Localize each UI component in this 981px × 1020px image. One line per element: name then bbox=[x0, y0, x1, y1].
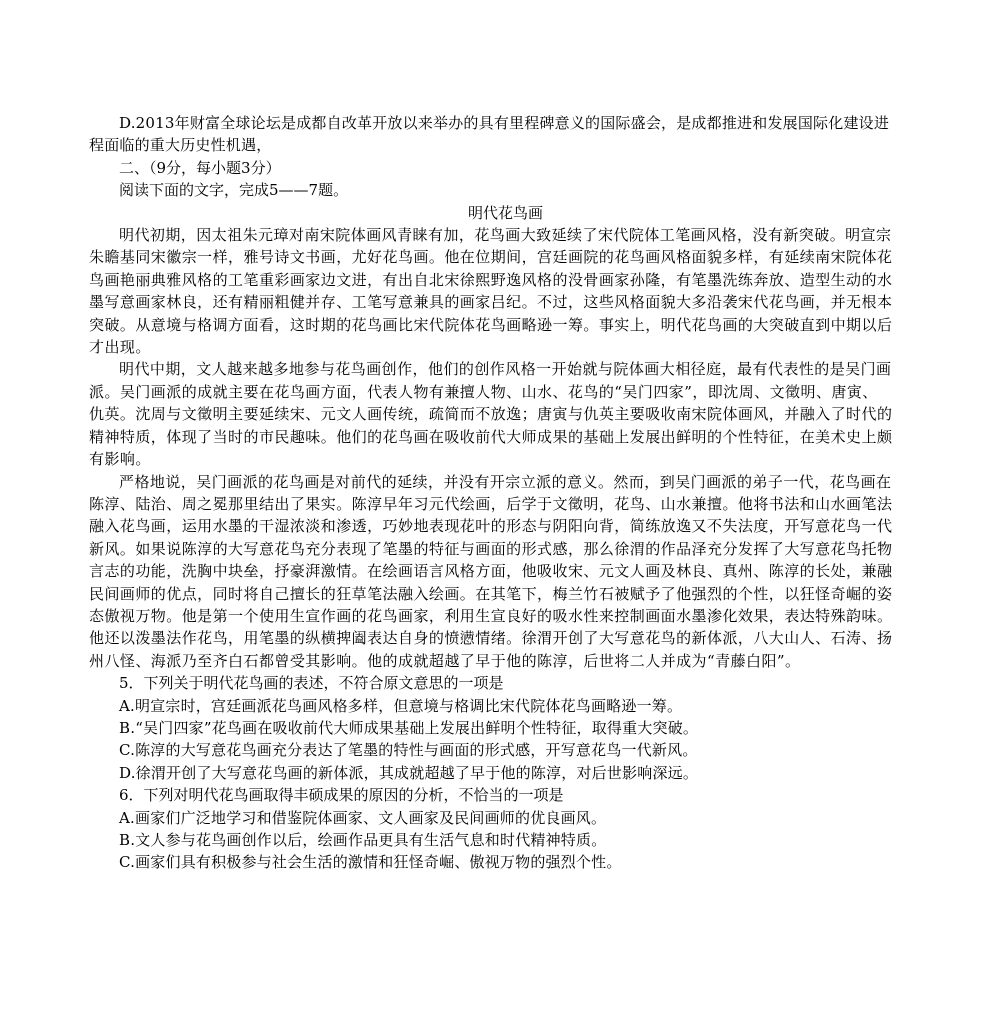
question-option: C.画家们具有积极参与社会生活的激情和狂怪奇崛、傲视万物的强烈个性。 bbox=[119, 853, 622, 872]
paragraph-line: 才出现。 bbox=[89, 338, 151, 357]
paragraph-line: 新风。如果说陈淳的大写意花鸟充分表现了笔墨的特征与画面的形式感，那么徐渭的作品泽充分发挥了大写意花鸟托物 bbox=[89, 539, 893, 558]
paragraph-line: 有影响。 bbox=[89, 450, 151, 469]
question-6 bbox=[89, 784, 922, 874]
question-option: A.明宣宗时，宫廷画派花鸟画风格多样，但意境与格调比宋代院体花鸟画略逊一筹。 bbox=[119, 696, 683, 715]
section-heading: 二、（9分，每小题3分） bbox=[119, 158, 281, 177]
paragraph-line: 鸟画艳丽典雅风格的工笔重彩画家边文进，有出自北宋徐熙野逸风格的没骨画家孙隆，有笔墨洗练奔放、造型生动的水 bbox=[89, 270, 893, 289]
article-paragraph-1 bbox=[89, 224, 922, 358]
article-paragraph-2 bbox=[89, 358, 922, 470]
paragraph-line: 融入花鸟画，运用水墨的干湿浓淡和渗透，巧妙地表现花叶的形态与阴阳向背，简练放逸又不失法度，开写意花鸟一代 bbox=[89, 517, 893, 536]
prev-option-d-line-2: 程面临的重大历史性机遇， bbox=[89, 136, 272, 155]
section-instruction: 阅读下面的文字，完成5——7题。 bbox=[119, 181, 349, 200]
question-option: B.文人参与花鸟画创作以后，绘画作品更具有生活气息和时代精神特质。 bbox=[119, 831, 607, 849]
question-option: B.“吴门四家”花鸟画在吸收前代大师成果基础上发展出鲜明个性特征，取得重大突破。 bbox=[119, 718, 699, 737]
article bbox=[89, 202, 922, 673]
question-stem: 6．下列对明代花鸟画取得丰硕成果的原因的分析，不恰当的一项是 bbox=[119, 786, 564, 805]
paragraph-line: 明代中期，文人越来越多地参与花鸟画创作，他们的创作风格一开始就与院体画大相径庭，最有代表性的是吴门画 bbox=[119, 360, 892, 379]
paragraph-line: 州八怪、海派乃至齐白石都曾受其影响。他的成就超越了早于他的陈淳，后世将二人并成为“青藤白阳”。 bbox=[89, 651, 801, 670]
paragraph-line: 民间画师的优点，同时将自己擅长的狂草笔法融入绘画。在其笔下，梅兰竹石被赋予了他强烈的个性，以狂怪奇崛的姿 bbox=[89, 584, 893, 603]
question-option: D.徐渭开创了大写意花鸟画的新体派，其成就超越了早于他的陈淳，对后世影响深远。 bbox=[119, 763, 699, 782]
paragraph-line: 严格地说，吴门画派的花鸟画是对前代的延续，并没有开宗立派的意义。然而，到吴门画派的弟子一代，花鸟画在 bbox=[119, 472, 892, 491]
paragraph-line: 仇英。沈周与文徵明主要延续宋、元文人画传统，疏简而不放逸；唐寅与仇英主要吸收南宋院体画风，并融入了时代的 bbox=[89, 405, 893, 424]
paragraph-line: 突破。从意境与格调方面看，这时期的花鸟画比宋代院体花鸟画略逊一筹。事实上，明代花鸟画的大突破直到中期以后 bbox=[89, 315, 893, 334]
paragraph-line: 言志的功能，洗胸中块垒，抒豪湃激情。在绘画语言风格方面，他吸收宋、元文人画及林良、真州、陈淳的长处，兼融 bbox=[89, 562, 893, 581]
article-title: 明代花鸟画 bbox=[467, 203, 543, 222]
article-paragraph-3 bbox=[89, 471, 922, 673]
paragraph-line: 派。吴门画派的成就主要在花鸟画方面，代表人物有兼擅人物、山水、花鸟的“吴门四家”，即沈周、文徵明、唐寅、 bbox=[89, 382, 878, 401]
paragraph-line: 朱瞻基同宋徽宗一样，雅号诗文书画，尤好花鸟画。他在位期间，宫廷画院的花鸟画风格面貌多样，有延续南宋院体花 bbox=[89, 248, 893, 267]
paragraph-line: 明代初期，因太祖朱元璋对南宋院体画风青睐有加，花鸟画大致延续了宋代院体工笔画风格，没有新突破。明宣宗 bbox=[119, 226, 892, 245]
paragraph-line: 态傲视万物。他是第一个使用生宣作画的花鸟画家，利用生宣良好的吸水性来控制画面水墨渗化效果，表达特殊韵味。 bbox=[89, 606, 893, 625]
paragraph-line: 精神特质，体现了当时的市民趣味。他们的花鸟画在吸收前代大师成果的基础上发展出鲜明的个性特征，在美术史上颇 bbox=[89, 427, 893, 446]
question-stem: 5．下列关于明代花鸟画的表述，不符合原文意思的一项是 bbox=[119, 674, 504, 693]
paragraph-line: 墨写意画家林良，还有精丽粗健并存、工笔写意兼具的画家吕纪。不过，这些风格面貌大多沿袭宋代花鸟画，并无根本 bbox=[89, 293, 893, 312]
exam-page bbox=[89, 112, 922, 874]
prev-option-d-line-1: D.2013年财富全球论坛是成都自改革开放以来举办的具有里程碑意义的国际盛会，是成都推进和发展国际化建设进 bbox=[119, 114, 890, 132]
question-5 bbox=[89, 672, 922, 784]
question-option: C.陈淳的大写意花鸟画充分表达了笔墨的特性与画面的形式感，开写意花鸟一代新风。 bbox=[119, 741, 698, 760]
paragraph-line: 他还以泼墨法作花鸟，用笔墨的纵横捭阖表达自身的愤懑情绪。徐渭开创了大写意花鸟的新体派，八大山人、石涛、扬 bbox=[89, 629, 893, 648]
question-option: A.画家们广泛地学习和借鉴院体画家、文人画家及民间画师的优良画风。 bbox=[119, 808, 607, 827]
paragraph-line: 陈淳、陆治、周之冕那里结出了果实。陈淳早年习元代绘画，后学于文徵明，花鸟、山水兼擅。他将书法和山水画笔法 bbox=[89, 494, 893, 513]
